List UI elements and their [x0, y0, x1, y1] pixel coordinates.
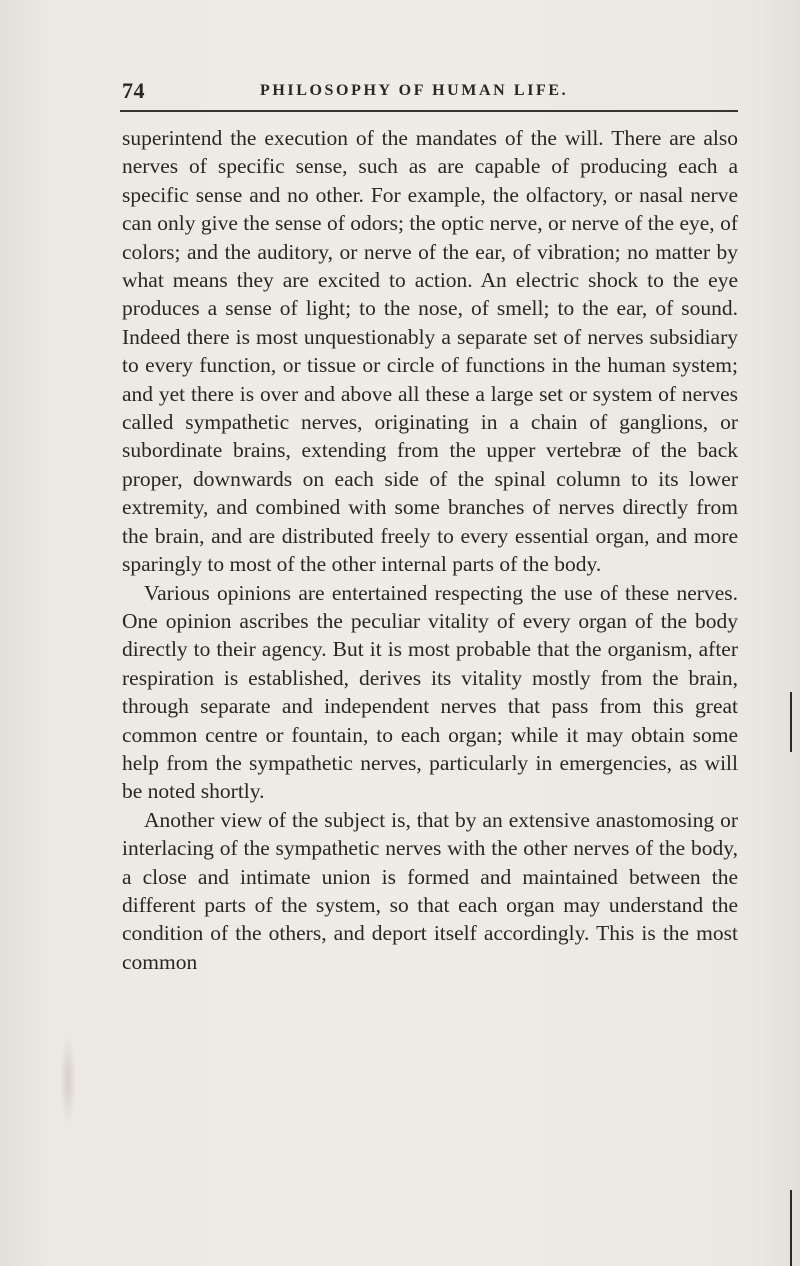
page-header — [122, 78, 740, 106]
paragraph-3: Another view of the subject is, that by an extensive anastomosing or interlacing of the sympathetic nerves with the other nerves of the body, a close and intimate union is formed and maintained between the different parts of the system, so that each organ may understand the condition of the others, and deport itself accordingly. This is the most common — [122, 807, 738, 974]
page-edge-mark-bottom — [790, 1190, 792, 1266]
header-rule — [120, 110, 738, 112]
paragraph-2: Various opinions are entertained respecting the use of these nerves. One opinion ascribes the peculiar vitality of every organ of the body directly to their agency. But it is most probable that the organism, after respiration is established, derives its vitality mostly from the brain, through separate and independent nerves that pass from this great common centre or fountain, to each organ; while it may obtain some help from the sympathetic nerves, particularly in emergencies, as will be noted shortly. — [122, 580, 738, 804]
page-smudge — [60, 1035, 76, 1125]
body-text — [122, 124, 738, 976]
page-edge-mark-top — [790, 692, 792, 752]
running-title: PHILOSOPHY OF HUMAN LIFE. — [260, 82, 569, 99]
paragraph-1: superintend the execution of the mandates of the will. There are also nerves of specific sense, such as are capable of producing each a specific sense and no other. For example, the olfactory, or nasal nerve can only give the sense of odors; the optic nerve, or nerve of the eye, of colors; and the auditory, or nerve of the ear, of vibration; no matter by what means they are excited to action. An electric shock to the eye produces a sense of light; to the nose, of smell; to the ear, of sound. Indeed there is most unquestionably a separate set of nerves subsidiary to every function, or tissue or circle of functions in the human system; and yet there is over and above all these a large set or system of nerves called sympathetic nerves, originating in a chain of ganglions, or subordinate brains, extending from the upper vertebræ of the back proper, downwards on each side of the spinal column to its lower extremity, and combined with some branches of nerves directly from the brain, and are distributed freely to every essential organ, and more sparingly to most of the other internal parts of the body. — [122, 126, 738, 577]
page-number: 74 — [122, 78, 145, 103]
